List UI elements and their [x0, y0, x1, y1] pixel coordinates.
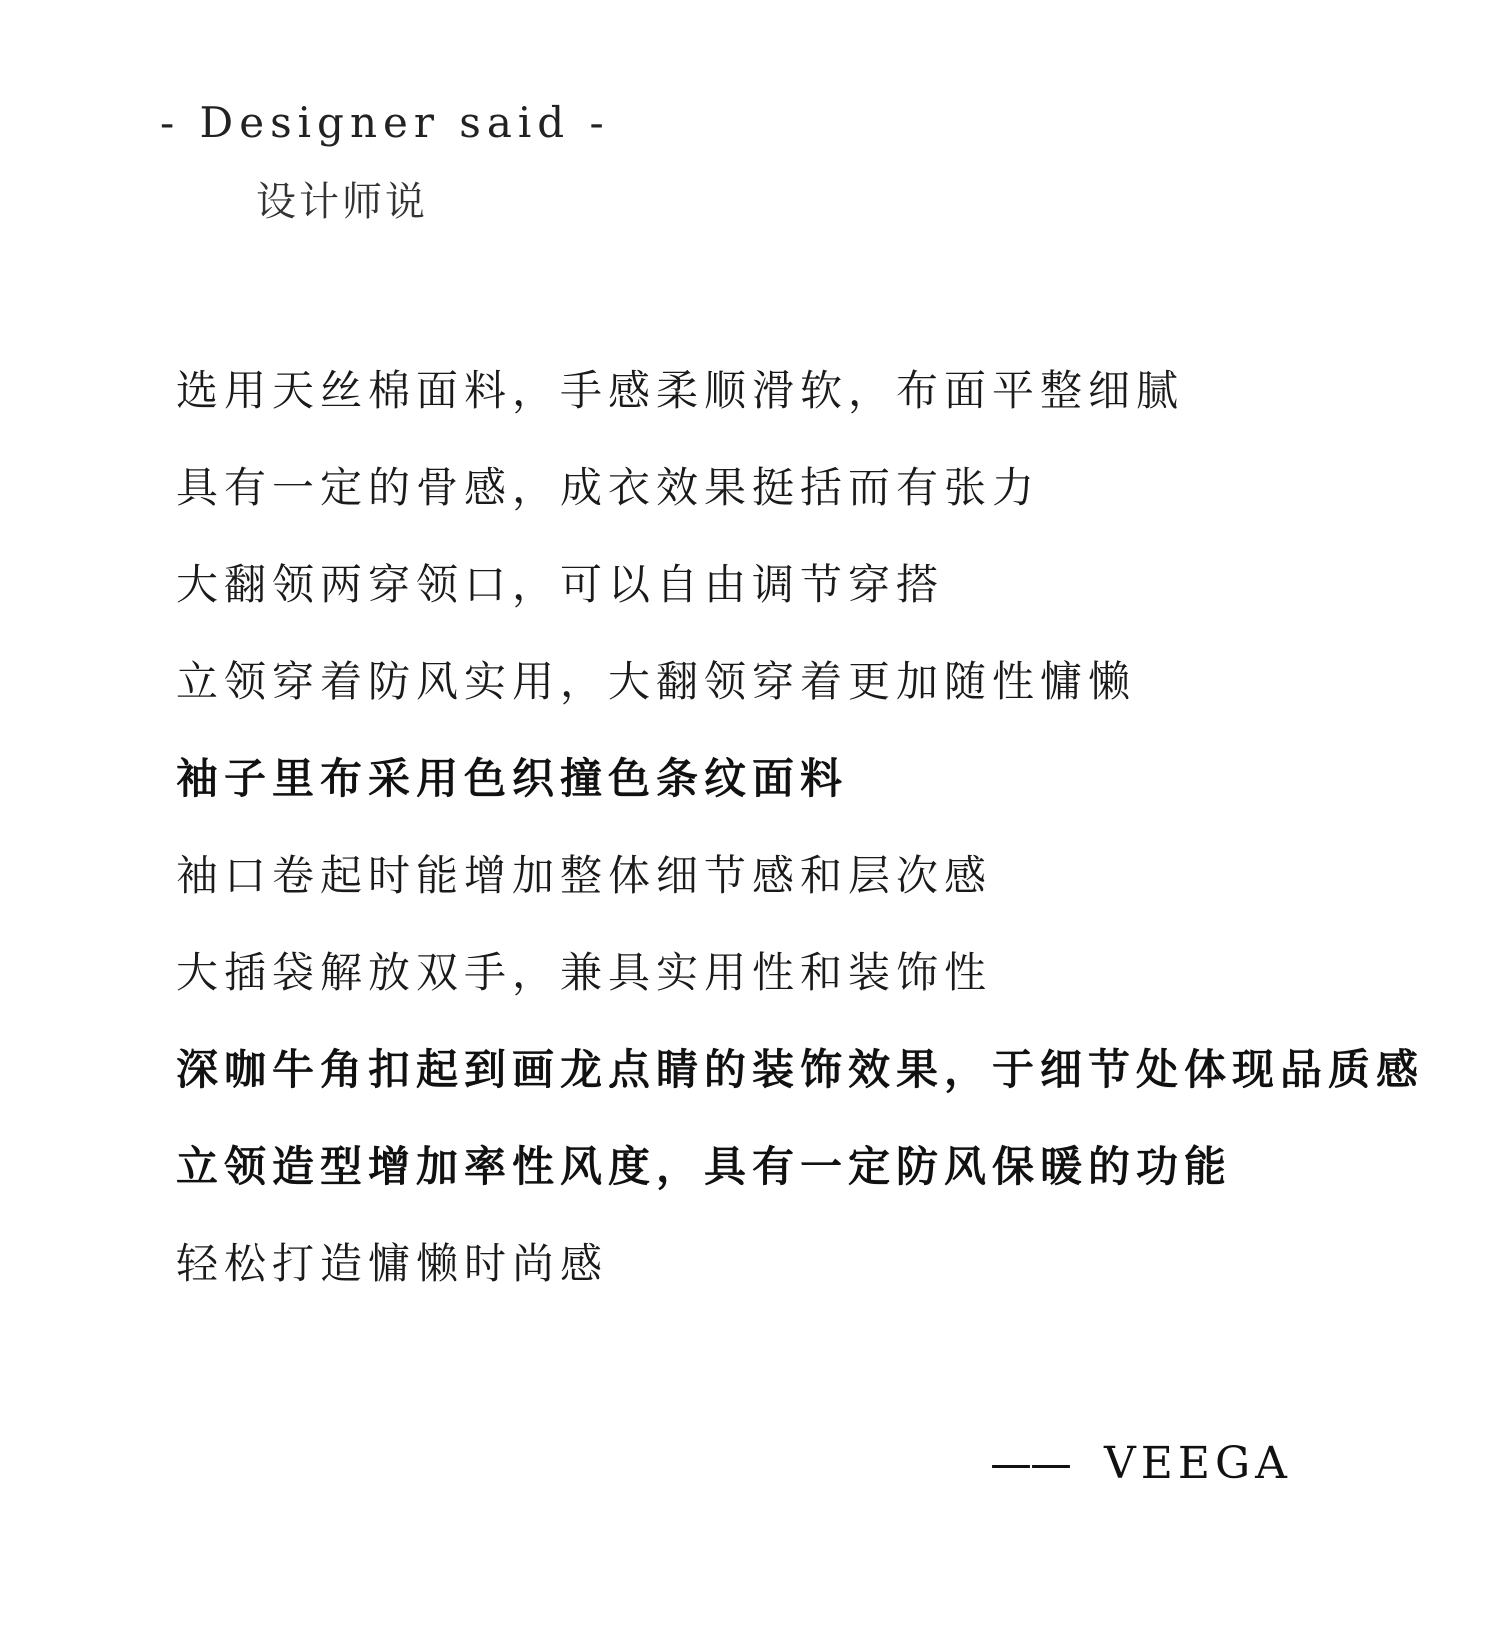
- description-line-7: 大插袋解放双手，兼具实用性和装饰性: [176, 948, 993, 997]
- heading-english: - Designer said -: [160, 98, 610, 147]
- description-line-1: 选用天丝棉面料，手感柔顺滑软，布面平整细腻: [176, 366, 1185, 415]
- description-line-5: 袖子里布采用色织撞色条纹面料: [176, 754, 849, 803]
- description-line-9: 立领造型增加率性风度，具有一定防风保暖的功能: [176, 1142, 1233, 1191]
- description-line-3: 大翻领两穿领口，可以自由调节穿搭: [176, 560, 945, 609]
- signature: [990, 1438, 1292, 1489]
- description-lines: [176, 362, 1424, 1332]
- heading-chinese: 设计师说: [256, 179, 428, 225]
- description-line-6: 袖口卷起时能增加整体细节感和层次感: [176, 851, 993, 900]
- description-line-4: 立领穿着防风实用，大翻领穿着更加随性慵懒: [176, 657, 1137, 706]
- description-line-2: 具有一定的骨感，成衣效果挺括而有张力: [176, 463, 1041, 512]
- brand-name: VEEGA: [1104, 1438, 1292, 1489]
- description-line-8: 深咖牛角扣起到画龙点睛的装饰效果，于细节处体现品质感: [176, 1045, 1425, 1094]
- signature-dash: ——: [990, 1439, 1070, 1488]
- description-line-10: 轻松打造慵懒时尚感: [176, 1239, 609, 1288]
